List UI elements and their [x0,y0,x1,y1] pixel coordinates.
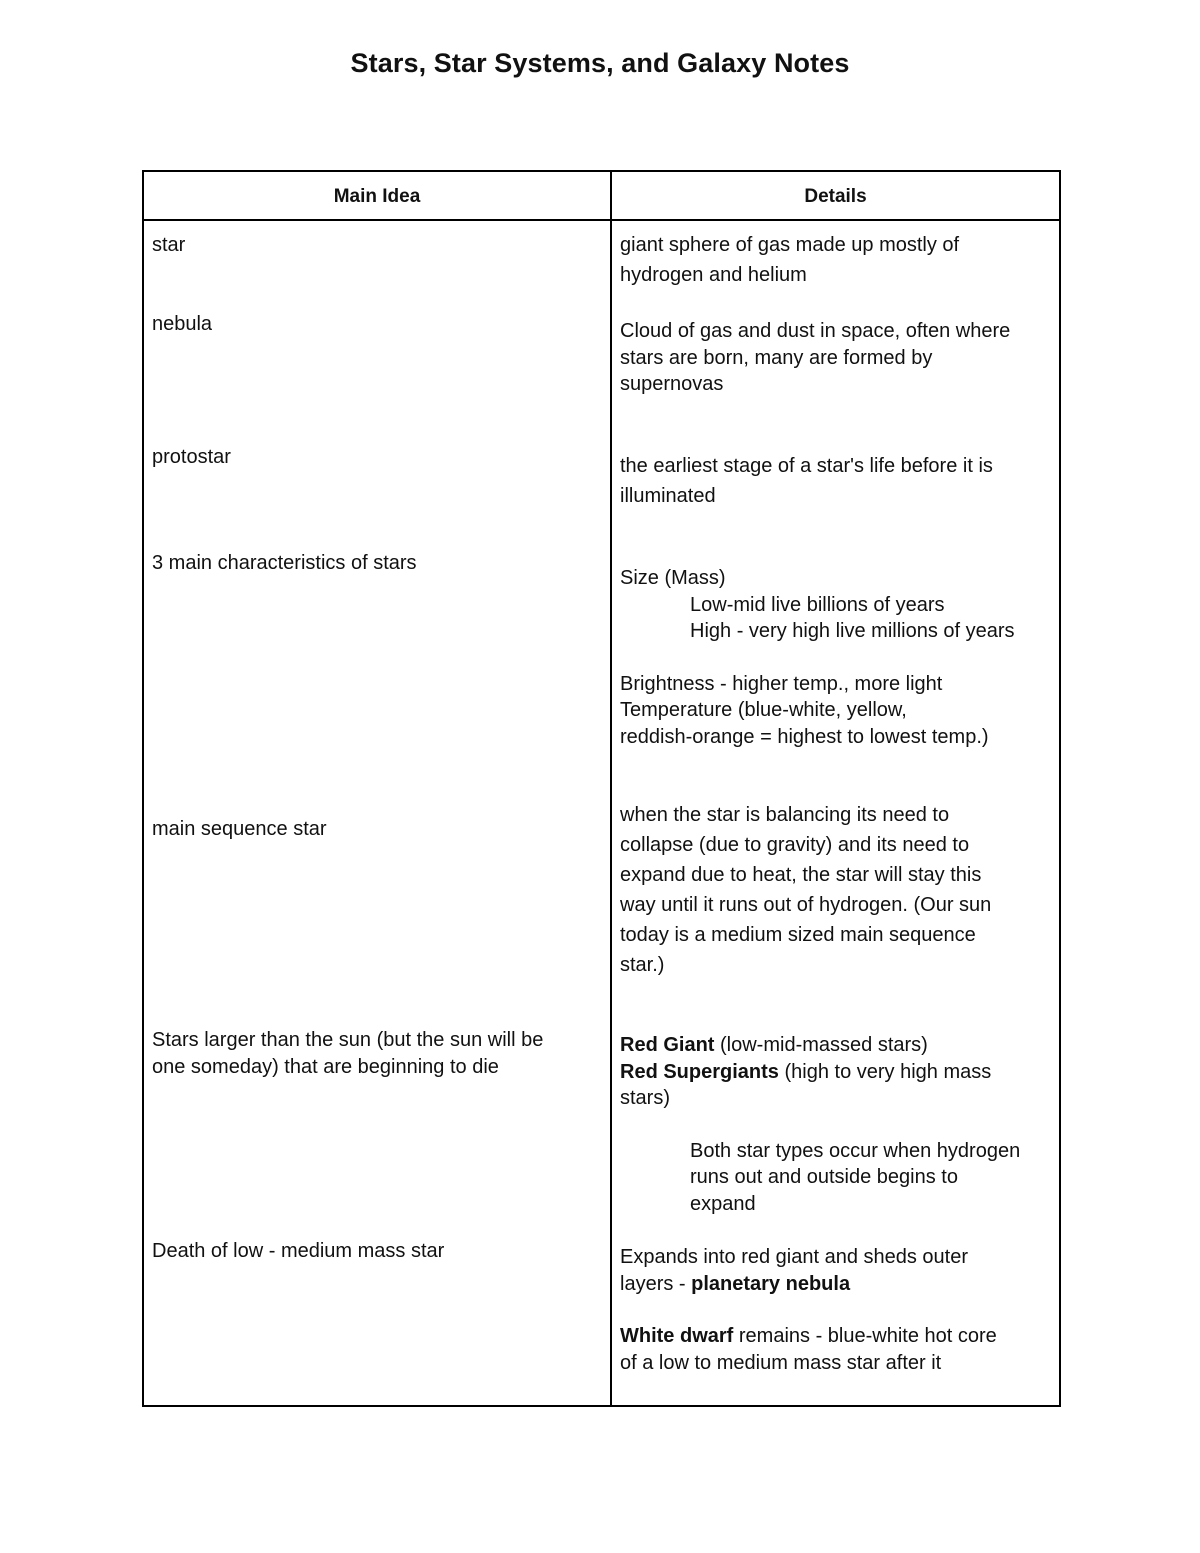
details-line: Expands into red giant and sheds outer [620,1246,969,1268]
details-line: High - very high live millions of years [690,620,1015,642]
details-line: collapse (due to gravity) and its need to [620,834,970,856]
main-idea-star: star [152,234,186,256]
main-idea-characteristics: 3 main characteristics of stars [152,552,417,574]
main-idea-nebula: nebula [152,313,213,335]
details-characteristics [620,565,1015,750]
details-death [620,1244,997,1376]
details-line [620,1032,1020,1059]
details-line: expand [690,1192,756,1215]
header-main-idea: Main Idea [333,186,421,207]
details-line: illuminated [620,485,716,507]
details-line: reddish-orange = highest to lowest temp.) [620,725,989,748]
notes-table [142,170,1061,1407]
details-line: Low-mid live billions of years [690,593,945,616]
details-line: stars) [620,1087,670,1109]
details-line [620,1059,1020,1086]
main-idea-line: one someday) that are beginning to die [152,1055,499,1078]
details-line [620,1323,997,1350]
document-title: Stars, Star Systems, and Galaxy Notes [350,48,850,78]
details-text: (low-mid-massed stars) [714,1034,928,1056]
details-line: star.) [620,954,665,976]
spacer [620,645,1015,671]
details-main-sequence [620,800,991,980]
details-line: way until it runs out of hydrogen. (Our sun [620,894,992,916]
planetary-nebula-term: planetary nebula [691,1272,851,1295]
details-line: the earliest stage of a star's life before it is [620,455,993,477]
details-text: layers - [620,1272,692,1295]
header-details: Details [804,186,867,207]
details-dying-stars [620,1032,1020,1217]
details-line: Brightness - higher temp., more light [620,672,943,695]
white-dwarf-term: White dwarf [620,1325,734,1347]
red-giant-term: Red Giant [620,1034,715,1056]
details-line: runs out and outside begins to [690,1166,958,1188]
details-text: (high to very high mass [778,1060,992,1083]
details-text: remains - blue-white hot core [733,1325,997,1347]
details-line: hydrogen and helium [620,264,807,286]
main-idea-protostar: protostar [152,446,231,468]
details-line: of a low to medium mass star after it [620,1351,942,1374]
spacer [620,1297,997,1323]
details-line: expand due to heat, the star will stay this [620,864,982,886]
details-line: supernovas [620,373,724,395]
spacer [620,1112,1020,1138]
details-line: Size (Mass) [620,567,726,589]
main-idea-main-sequence: main sequence star [152,818,327,840]
main-idea-death: Death of low - medium mass star [152,1240,445,1262]
details-line: when the star is balancing its need to [620,804,950,826]
details-line [620,1271,997,1298]
details-protostar [620,451,993,511]
main-idea-line: Stars larger than the sun (but the sun will be [152,1029,544,1051]
details-line: giant sphere of gas made up mostly of [620,234,960,256]
details-nebula [620,318,1010,398]
table-header-row [144,172,1059,221]
details-line: Cloud of gas and dust in space, often where [620,320,1011,342]
main-idea-dying-stars [152,1027,543,1080]
details-star [620,230,959,290]
column-divider [610,172,612,1405]
details-line: stars are born, many are formed by [620,346,933,369]
red-supergiant-term: Red Supergiants [620,1060,779,1083]
details-line: today is a medium sized main sequence [620,924,976,946]
details-line: Temperature (blue-white, yellow, [620,699,907,721]
details-line: Both star types occur when hydrogen [690,1139,1021,1162]
